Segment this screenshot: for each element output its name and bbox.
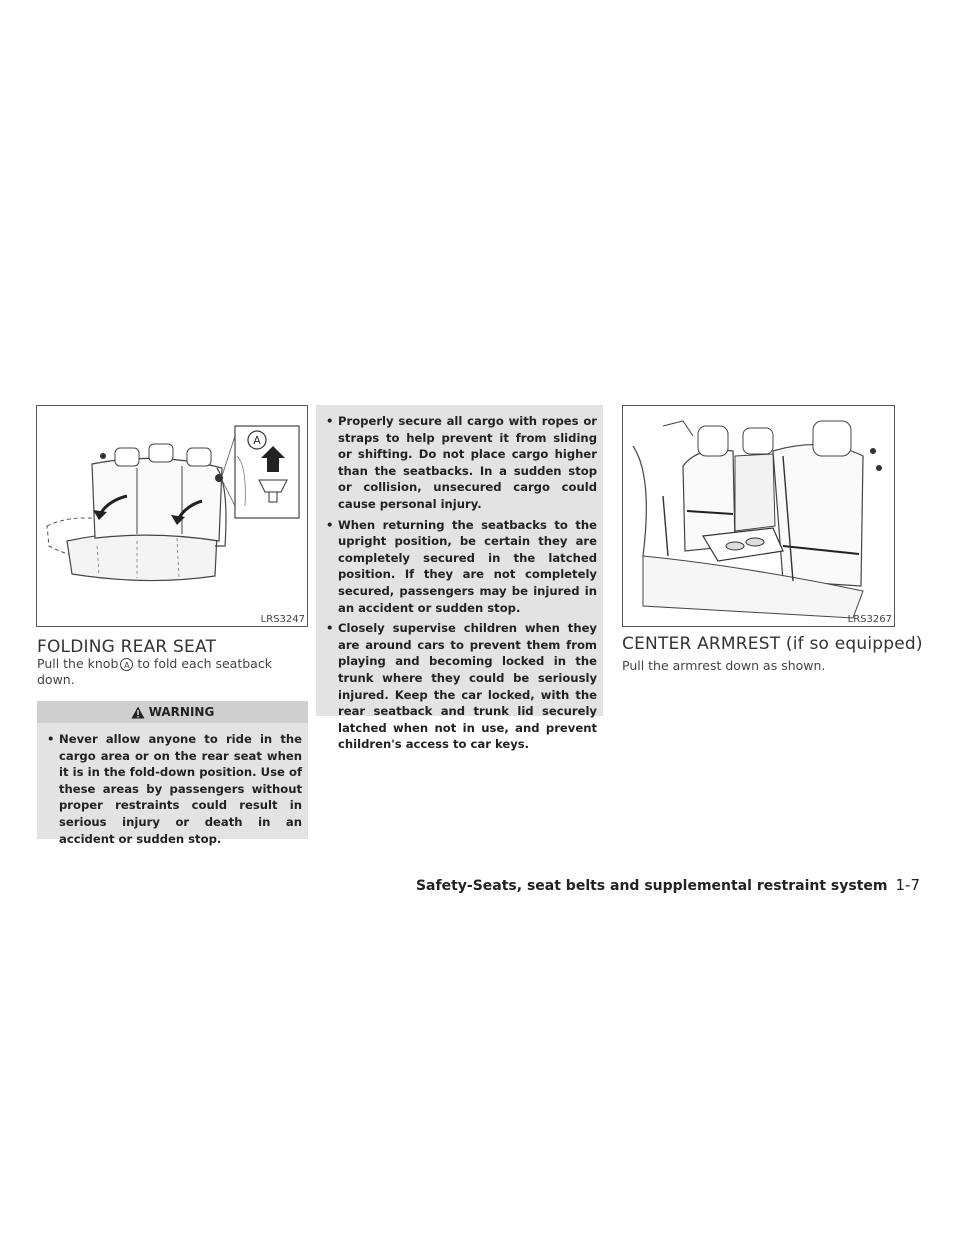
folding-seat-figure <box>36 405 308 627</box>
warning-item-3: • When returning the seatbacks to the upright position, be certain they are completely secured in the latched position. If they are not completely secured, passengers may be injured in an accident or sudden stop. <box>326 517 597 617</box>
instruction-text-end: to fold each seatback down. <box>37 656 272 687</box>
knob-a-badge: A <box>120 658 133 671</box>
footer-section-title: Safety-Seats, seat belts and supplemental restraint system <box>415 878 888 894</box>
instruction-text-start: Pull the knob <box>37 656 119 671</box>
folding-seat-illustration <box>37 406 307 626</box>
figure-code-right: LRS3267 <box>847 614 892 625</box>
figure-code-left: LRS3247 <box>260 614 305 625</box>
warning-box-1 <box>37 723 308 846</box>
warning-label: WARNING <box>148 705 215 719</box>
warning-triangle-icon <box>131 706 145 719</box>
warning-header <box>37 701 308 723</box>
folding-rear-seat-heading: FOLDING REAR SEAT <box>37 637 217 657</box>
page-footer <box>416 876 920 894</box>
warning-box-2 <box>316 405 603 752</box>
page-number: 1-7 <box>895 876 920 894</box>
center-armrest-heading: CENTER ARMREST (if so equipped) <box>622 634 923 654</box>
warning-item-1: • Never allow anyone to ride in the cargo area or on the rear seat when it is in the fold-down position. Use of these areas by passengers without proper restraints could result in serious injury or death in an accident or sudden stop. <box>47 731 302 847</box>
armrest-instructions: Pull the armrest down as shown. <box>622 658 826 673</box>
folding-instructions <box>37 656 307 688</box>
inset-callout-label: A <box>253 434 261 447</box>
warning-item-4: • Closely supervise children when they are around cars to prevent them from playing and becoming locked in the trunk where they could be seriously injured. Keep the car locked, with the rear seatback and trunk lid securely latched when not in use, and prevent children's access to car keys. <box>326 620 597 753</box>
center-armrest-illustration <box>623 406 894 626</box>
warning-item-2: • Properly secure all cargo with ropes or straps to help prevent it from sliding or shifting. Do not place cargo higher than the seatbacks. In a sudden stop or collision, unsecured cargo could cause personal injury. <box>326 413 597 513</box>
center-armrest-figure <box>622 405 895 627</box>
